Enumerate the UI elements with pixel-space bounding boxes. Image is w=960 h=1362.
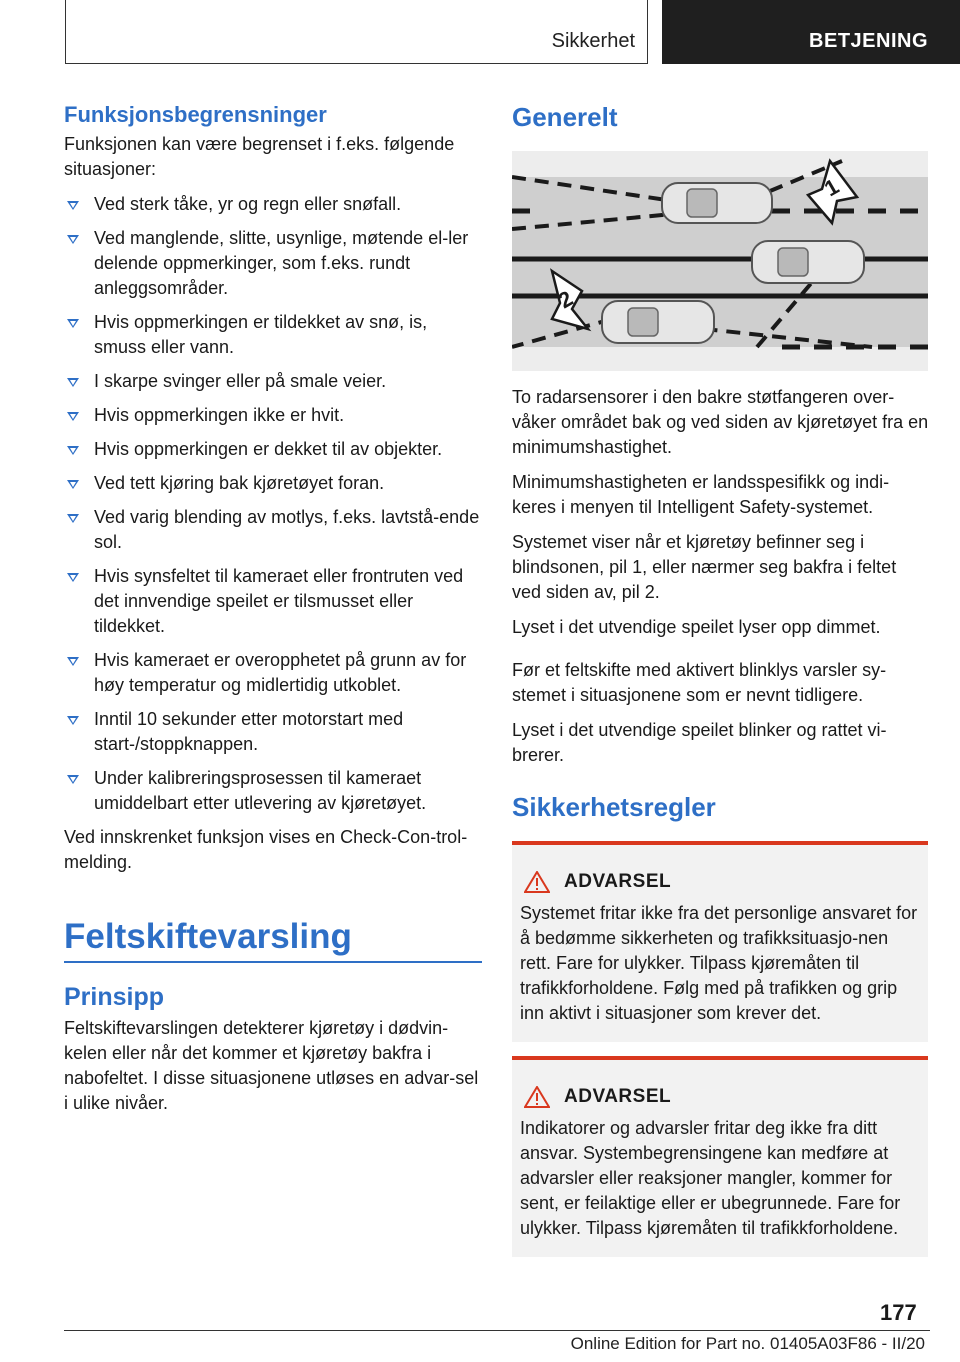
triangle-bullet-icon (67, 412, 79, 421)
header-section-tab (65, 0, 648, 64)
list-item: I skarpe svinger eller på smale veier. (64, 369, 482, 394)
header-section-label: Sikkerhet (551, 30, 635, 52)
limits-heading: Funksjonsbegrensninger (64, 102, 327, 127)
general-paragraph: Minimumshastigheten er landsspesifikk og indi-keres i menyen til Intelligent Safety-systemet. (512, 472, 890, 517)
limits-note: Ved innskrenket funksjon vises en Check-Con-trol-melding. (64, 827, 468, 872)
warning-box (512, 1056, 928, 1257)
header-chapter-tab (662, 0, 960, 64)
triangle-bullet-icon (67, 573, 79, 582)
list-item: Hvis oppmerkingen er tildekket av snø, is, smuss eller vann. (64, 310, 482, 360)
triangle-bullet-icon (67, 446, 79, 455)
triangle-bullet-icon (67, 319, 79, 328)
list-item: Under kalibreringsprosessen til kameraet umiddelbart etter utlevering av kjøretøyet. (64, 766, 482, 816)
triangle-bullet-icon (67, 657, 79, 666)
list-item: Hvis kameraet er overopphetet på grunn av for høy temperatur og midlertidig utkoblet. (64, 648, 482, 698)
triangle-bullet-icon (67, 775, 79, 784)
triangle-bullet-icon (67, 480, 79, 489)
warning-title-label: ADVARSEL (564, 1086, 672, 1107)
footer-edition: Online Edition for Part no. 01405A03F86 - II/20 (570, 1334, 925, 1353)
chapter-title-rule (64, 961, 482, 963)
list-item: Ved varig blending av motlys, f.eks. lavtstå-ende sol. (64, 505, 482, 555)
triangle-bullet-icon (67, 716, 79, 725)
limits-intro: Funksjonen kan være begrenset i f.eks. følgende situasjoner: (64, 134, 455, 179)
right-column (512, 102, 930, 1257)
footer-rule (64, 1330, 930, 1331)
general-paragraph: Før et feltskifte med aktivert blinklys varsler sy-stemet i situasjonene som er nevnt tidligere. (512, 660, 887, 705)
list-item: Ved tett kjøring bak kjøretøyet foran. (64, 471, 482, 496)
limits-list (64, 192, 482, 816)
triangle-bullet-icon (67, 378, 79, 387)
warning-title-label: ADVARSEL (564, 871, 672, 892)
general-paragraph: To radarsensorer i den bakre støtfangeren over-våker området bak og ved siden av kjøretøyet fra en minimumshastighet. (512, 387, 929, 457)
header-chapter-label: BETJENING (809, 30, 928, 52)
general-heading: Generelt (512, 102, 618, 132)
warning-title (520, 871, 920, 893)
general-paragraph: Systemet viser når et kjøretøy befinner seg i blindsonen, pil 1, eller nærmer seg bakfra i feltet ved siden av, pil 2. (512, 532, 897, 602)
warning-box (512, 841, 928, 1042)
blind-spot-illustration (512, 151, 928, 371)
warning-text: Systemet fritar ikke fra det personlige ansvaret for å bedømme sikkerheten og trafikksituasjo-nen rett. Fare for ulykker. Tilpass kjøremåten til trafikkforholdene. Følg med på trafikken og grip inn aktivt i situasjoner som krever det. (520, 903, 918, 1023)
page-number: 177 (880, 1300, 917, 1325)
triangle-bullet-icon (67, 201, 79, 210)
list-item: Ved sterk tåke, yr og regn eller snøfall. (64, 192, 482, 217)
list-item: Hvis oppmerkingen ikke er hvit. (64, 403, 482, 428)
warning-triangle-icon (524, 1086, 550, 1108)
left-column (64, 102, 482, 1126)
triangle-bullet-icon (67, 514, 79, 523)
general-paragraph: Lyset i det utvendige speilet blinker og rattet vi-brerer. (512, 720, 887, 765)
principle-heading: Prinsipp (64, 983, 165, 1011)
chapter-title: Feltskiftevarsling (64, 917, 352, 956)
lane-diagram (512, 151, 928, 371)
principle-text: Feltskiftevarslingen detekterer kjøretøy i dødvin-kelen eller når det kommer et kjøretøy bakfra i nabofeltet. I disse situasjonene utløses en advar-sel i ulike nivåer. (64, 1018, 479, 1113)
general-paragraph: Lyset i det utvendige speilet lyser opp dimmet. (512, 617, 881, 637)
list-item: Ved manglende, slitte, usynlige, møtende el-ler delende oppmerkinger, som f.eks. rundt anleggsområder. (64, 226, 482, 301)
warning-text: Indikatorer og advarsler fritar deg ikke fra ditt ansvar. Systembegrensingene kan medføre at advarsler eller reaksjoner mangler, kommer for sent, er feilaktige eller er ubegrunnede. Fare for ulykker. Tilpass kjøremåten til trafikkforholdene. (520, 1118, 901, 1238)
warning-title (520, 1086, 920, 1108)
triangle-bullet-icon (67, 235, 79, 244)
warning-triangle-icon (524, 871, 550, 893)
list-item: Inntil 10 sekunder etter motorstart med start-/stoppknappen. (64, 707, 482, 757)
list-item: Hvis synsfeltet til kameraet eller frontruten ved det innvendige speilet er tilsmusset eller tildekket. (64, 564, 482, 639)
safety-heading: Sikkerhetsregler (512, 792, 716, 822)
list-item: Hvis oppmerkingen er dekket til av objekter. (64, 437, 482, 462)
arrow-label-1: 1 (820, 173, 844, 202)
arrow-label-2: 2 (554, 285, 578, 314)
